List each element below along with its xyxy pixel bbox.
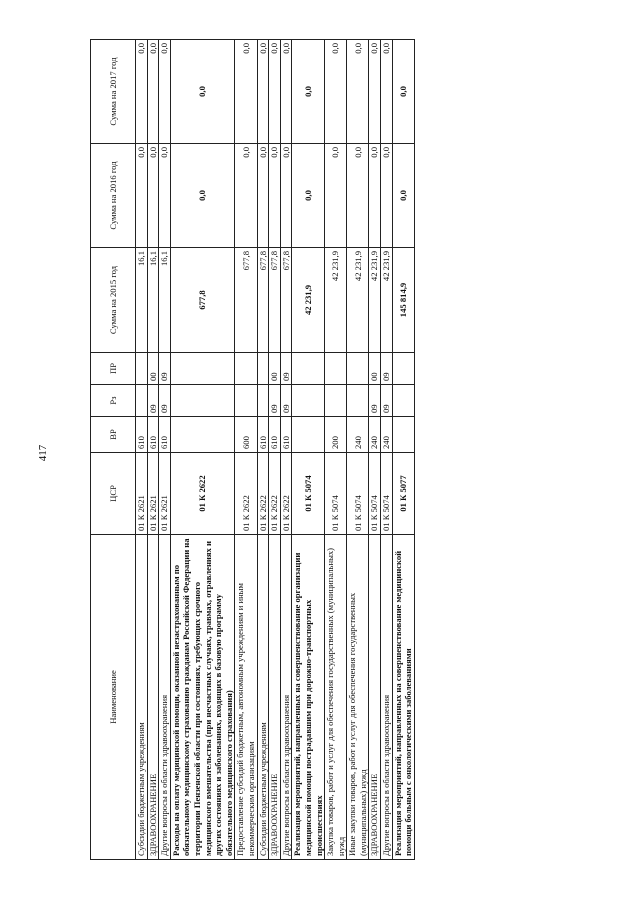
cell-sum-2017: 0,0	[325, 40, 347, 144]
cell-sum-2016: 0,0	[369, 144, 381, 248]
table-row	[136, 40, 148, 860]
cell-csr: 01 К 2622	[170, 453, 235, 535]
cell-vr: 200	[325, 417, 347, 453]
table-row	[280, 40, 292, 860]
cell-pr: 09	[159, 353, 171, 385]
cell-pr: 00	[369, 353, 381, 385]
header-sum-2016: Сумма на 2016 год	[91, 144, 136, 248]
cell-sum-2015: 42 231,9	[325, 248, 347, 353]
cell-sum-2017: 0,0	[280, 40, 292, 144]
cell-sum-2016: 0,0	[292, 144, 325, 248]
cell-csr: 01 К 2622	[280, 453, 292, 535]
header-row	[91, 40, 136, 860]
cell-vr: 610	[159, 417, 171, 453]
cell-pr	[235, 353, 257, 385]
table-row	[235, 40, 257, 860]
cell-rz: 09	[381, 385, 393, 417]
cell-sum-2015: 677,8	[257, 248, 269, 353]
cell-sum-2016: 0,0	[280, 144, 292, 248]
cell-csr: 01 К 5074	[325, 453, 347, 535]
cell-vr: 610	[280, 417, 292, 453]
cell-csr: 01 К 5074	[292, 453, 325, 535]
cell-pr	[257, 353, 269, 385]
cell-pr: 00	[269, 353, 281, 385]
cell-csr: 01 К 5074	[347, 453, 369, 535]
cell-rz	[392, 385, 414, 417]
cell-pr	[292, 353, 325, 385]
cell-name: Другие вопросы в области здравоохранения	[159, 535, 171, 860]
cell-vr	[392, 417, 414, 453]
cell-sum-2015: 16,1	[136, 248, 148, 353]
cell-csr: 01 К 2621	[159, 453, 171, 535]
cell-rz: 09	[147, 385, 159, 417]
table-row-bold	[392, 40, 414, 860]
cell-name: Другие вопросы в области здравоохранения	[381, 535, 393, 860]
table-row-bold	[292, 40, 325, 860]
cell-sum-2017: 0,0	[235, 40, 257, 144]
cell-vr: 240	[381, 417, 393, 453]
cell-rz	[136, 385, 148, 417]
cell-rz: 09	[159, 385, 171, 417]
cell-name: Предоставление субсидий бюджетным, автономным учреждениям и иным некоммерческим организациям	[235, 535, 257, 860]
cell-sum-2015: 16,1	[159, 248, 171, 353]
budget-table	[90, 39, 415, 860]
cell-rz: 09	[369, 385, 381, 417]
cell-csr: 01 К 2622	[257, 453, 269, 535]
cell-sum-2015: 42 231,9	[369, 248, 381, 353]
cell-sum-2017: 0,0	[147, 40, 159, 144]
cell-sum-2016: 0,0	[347, 144, 369, 248]
cell-name: ЗДРАВООХРАНЕНИЕ	[269, 535, 281, 860]
table-row	[159, 40, 171, 860]
table-row	[147, 40, 159, 860]
cell-name: Закупка товаров, работ и услуг для обеспечения государственных (муниципальных) нужд	[325, 535, 347, 860]
cell-name: ЗДРАВООХРАНЕНИЕ	[147, 535, 159, 860]
table-row	[325, 40, 347, 860]
cell-sum-2015: 677,8	[235, 248, 257, 353]
cell-sum-2017: 0,0	[257, 40, 269, 144]
header-sum-2015: Сумма на 2015 год	[91, 248, 136, 353]
cell-sum-2017: 0,0	[381, 40, 393, 144]
cell-sum-2015: 42 231,9	[381, 248, 393, 353]
table-row	[381, 40, 393, 860]
cell-sum-2016: 0,0	[136, 144, 148, 248]
budget-table-container	[90, 40, 540, 860]
cell-vr: 610	[147, 417, 159, 453]
cell-pr: 09	[280, 353, 292, 385]
cell-sum-2016: 0,0	[159, 144, 171, 248]
cell-sum-2016: 0,0	[147, 144, 159, 248]
cell-sum-2015: 677,8	[280, 248, 292, 353]
header-name: Наименование	[91, 535, 136, 860]
cell-sum-2015: 677,8	[170, 248, 235, 353]
cell-name: Расходы на оплату медицинской помощи, оказанной незастрахованным по обязательному медицинскому страхованию гражданам Российской Федерации на территории Пензенской области при состояниях, требующих срочного медицинского вмешательства (при несчастных случаях, травмах, отравлениях и других состояниях и заболеваниях, входящих в базовую программу обязательного медицинского страхования)	[170, 535, 235, 860]
cell-rz	[292, 385, 325, 417]
header-vr: ВР	[91, 417, 136, 453]
cell-sum-2017: 0,0	[159, 40, 171, 144]
cell-sum-2016: 0,0	[392, 144, 414, 248]
cell-csr: 01 К 2621	[147, 453, 159, 535]
cell-name: Реализация мероприятий, направленных на совершенствование медицинской помощи больным с онкологическими заболеваниями	[392, 535, 414, 860]
cell-sum-2016: 0,0	[170, 144, 235, 248]
cell-name: Другие вопросы в области здравоохранения	[280, 535, 292, 860]
cell-sum-2016: 0,0	[257, 144, 269, 248]
table-row	[257, 40, 269, 860]
cell-pr: 00	[147, 353, 159, 385]
cell-name: ЗДРАВООХРАНЕНИЕ	[369, 535, 381, 860]
table-row-bold	[170, 40, 235, 860]
cell-rz	[347, 385, 369, 417]
header-pr: ПР	[91, 353, 136, 385]
cell-csr: 01 К 5077	[392, 453, 414, 535]
cell-pr	[170, 353, 235, 385]
header-rz: Рз	[91, 385, 136, 417]
cell-sum-2017: 0,0	[369, 40, 381, 144]
cell-vr: 610	[257, 417, 269, 453]
cell-sum-2017: 0,0	[136, 40, 148, 144]
cell-sum-2015: 16,1	[147, 248, 159, 353]
cell-sum-2017: 0,0	[269, 40, 281, 144]
table-row	[269, 40, 281, 860]
cell-vr: 600	[235, 417, 257, 453]
cell-rz	[257, 385, 269, 417]
cell-sum-2015: 145 814,9	[392, 248, 414, 353]
cell-sum-2016: 0,0	[381, 144, 393, 248]
page-number: 417	[37, 444, 49, 462]
cell-rz	[235, 385, 257, 417]
cell-csr: 01 К 2621	[136, 453, 148, 535]
cell-pr	[347, 353, 369, 385]
cell-sum-2017: 0,0	[392, 40, 414, 144]
cell-vr: 610	[269, 417, 281, 453]
cell-csr: 01 К 2622	[269, 453, 281, 535]
header-csr: ЦСР	[91, 453, 136, 535]
cell-pr	[136, 353, 148, 385]
cell-sum-2015: 42 231,9	[347, 248, 369, 353]
cell-rz	[170, 385, 235, 417]
cell-vr: 240	[369, 417, 381, 453]
cell-name: Иные закупки товаров, работ и услуг для обеспечения государственных (муниципальных) нужд	[347, 535, 369, 860]
cell-csr: 01 К 5074	[369, 453, 381, 535]
cell-pr	[392, 353, 414, 385]
cell-rz	[325, 385, 347, 417]
cell-vr: 240	[347, 417, 369, 453]
table-row	[369, 40, 381, 860]
cell-pr	[325, 353, 347, 385]
cell-sum-2016: 0,0	[269, 144, 281, 248]
cell-pr: 09	[381, 353, 393, 385]
cell-sum-2016: 0,0	[235, 144, 257, 248]
cell-name: Субсидии бюджетным учреждениям	[257, 535, 269, 860]
cell-sum-2015: 42 231,9	[292, 248, 325, 353]
cell-sum-2015: 677,8	[269, 248, 281, 353]
cell-sum-2017: 0,0	[170, 40, 235, 144]
cell-vr	[292, 417, 325, 453]
cell-vr: 610	[136, 417, 148, 453]
cell-sum-2017: 0,0	[347, 40, 369, 144]
cell-sum-2017: 0,0	[292, 40, 325, 144]
header-sum-2017: Сумма на 2017 год	[91, 40, 136, 144]
cell-rz: 09	[280, 385, 292, 417]
cell-vr	[170, 417, 235, 453]
cell-name: Реализация мероприятий, направленных на совершенствование организации медицинской помощи пострадавшим при дорожно-транспортных происшествиях	[292, 535, 325, 860]
cell-csr: 01 К 5074	[381, 453, 393, 535]
cell-name: Субсидии бюджетным учреждениям	[136, 535, 148, 860]
cell-csr: 01 К 2622	[235, 453, 257, 535]
cell-rz: 09	[269, 385, 281, 417]
table-row	[347, 40, 369, 860]
cell-sum-2016: 0,0	[325, 144, 347, 248]
